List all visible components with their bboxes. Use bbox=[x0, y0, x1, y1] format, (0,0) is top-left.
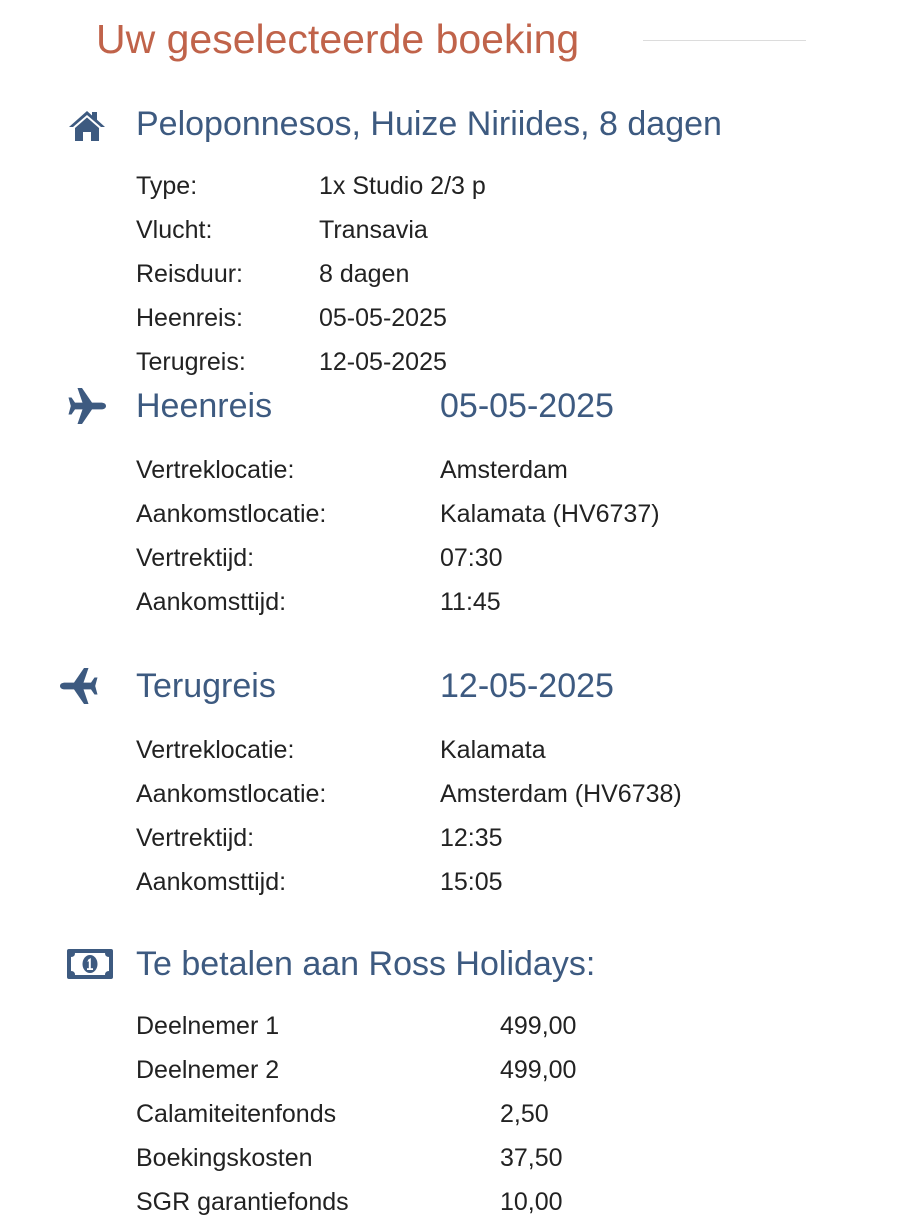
booking-return-label: Terugreis: bbox=[136, 348, 246, 376]
booking-outbound-value: 05-05-2025 bbox=[319, 304, 447, 332]
booking-return-value: 12-05-2025 bbox=[319, 348, 447, 376]
return-departure-time-label: Vertrektijd: bbox=[136, 824, 255, 852]
booking-duration-value: 8 dagen bbox=[319, 260, 410, 288]
return-departure-location-label: Vertreklocatie: bbox=[136, 736, 295, 764]
outbound-heading: Heenreis bbox=[136, 387, 273, 425]
booking-type-label: Type: bbox=[136, 172, 198, 200]
return-departure-location-value: Kalamata bbox=[440, 736, 546, 764]
page-title: Uw geselecteerde boeking bbox=[96, 16, 580, 62]
outbound-departure-time-label: Vertrektijd: bbox=[136, 544, 255, 572]
booking-flight-value: Transavia bbox=[319, 216, 428, 244]
return-arrival-time-label: Aankomsttijd: bbox=[136, 868, 287, 896]
title-divider bbox=[643, 40, 806, 41]
outbound-departure-location-value: Amsterdam bbox=[440, 456, 568, 484]
outbound-arrival-location-value: Kalamata (HV6737) bbox=[440, 500, 660, 528]
return-arrival-location-label: Aankomstlocatie: bbox=[136, 780, 327, 808]
airplane-return-icon bbox=[58, 665, 100, 707]
outbound-arrival-time-label: Aankomsttijd: bbox=[136, 588, 287, 616]
payment-calamity-fund-label: Calamiteitenfonds bbox=[136, 1100, 337, 1128]
payment-booking-costs-value: 37,50 bbox=[500, 1144, 563, 1172]
return-arrival-location-value: Amsterdam (HV6738) bbox=[440, 780, 682, 808]
payment-calamity-fund-value: 2,50 bbox=[500, 1100, 549, 1128]
money-bill-icon bbox=[66, 943, 114, 985]
return-departure-time-value: 12:35 bbox=[440, 824, 503, 852]
outbound-arrival-location-label: Aankomstlocatie: bbox=[136, 500, 327, 528]
payment-heading: Te betalen aan Ross Holidays: bbox=[136, 945, 596, 983]
return-heading: Terugreis bbox=[136, 667, 276, 705]
payment-participant-2-label: Deelnemer 2 bbox=[136, 1056, 280, 1084]
booking-heading: Peloponnesos, Huize Niriides, 8 dagen bbox=[136, 105, 722, 143]
booking-outbound-label: Heenreis: bbox=[136, 304, 243, 332]
booking-flight-label: Vlucht: bbox=[136, 216, 213, 244]
payment-booking-costs-label: Boekingskosten bbox=[136, 1144, 313, 1172]
payment-sgr-fund-value: 10,00 bbox=[500, 1188, 563, 1216]
home-icon bbox=[66, 105, 108, 147]
return-arrival-time-value: 15:05 bbox=[440, 868, 503, 896]
outbound-date: 05-05-2025 bbox=[440, 387, 614, 425]
payment-participant-1-label: Deelnemer 1 bbox=[136, 1012, 280, 1040]
outbound-arrival-time-value: 11:45 bbox=[440, 588, 501, 616]
booking-type-value: 1x Studio 2/3 p bbox=[319, 172, 486, 200]
payment-participant-2-value: 499,00 bbox=[500, 1056, 577, 1084]
payment-participant-1-value: 499,00 bbox=[500, 1012, 577, 1040]
outbound-departure-time-value: 07:30 bbox=[440, 544, 503, 572]
airplane-departure-icon bbox=[66, 385, 108, 427]
outbound-departure-location-label: Vertreklocatie: bbox=[136, 456, 295, 484]
booking-duration-label: Reisduur: bbox=[136, 260, 243, 288]
payment-sgr-fund-label: SGR garantiefonds bbox=[136, 1188, 349, 1216]
return-date: 12-05-2025 bbox=[440, 667, 614, 705]
